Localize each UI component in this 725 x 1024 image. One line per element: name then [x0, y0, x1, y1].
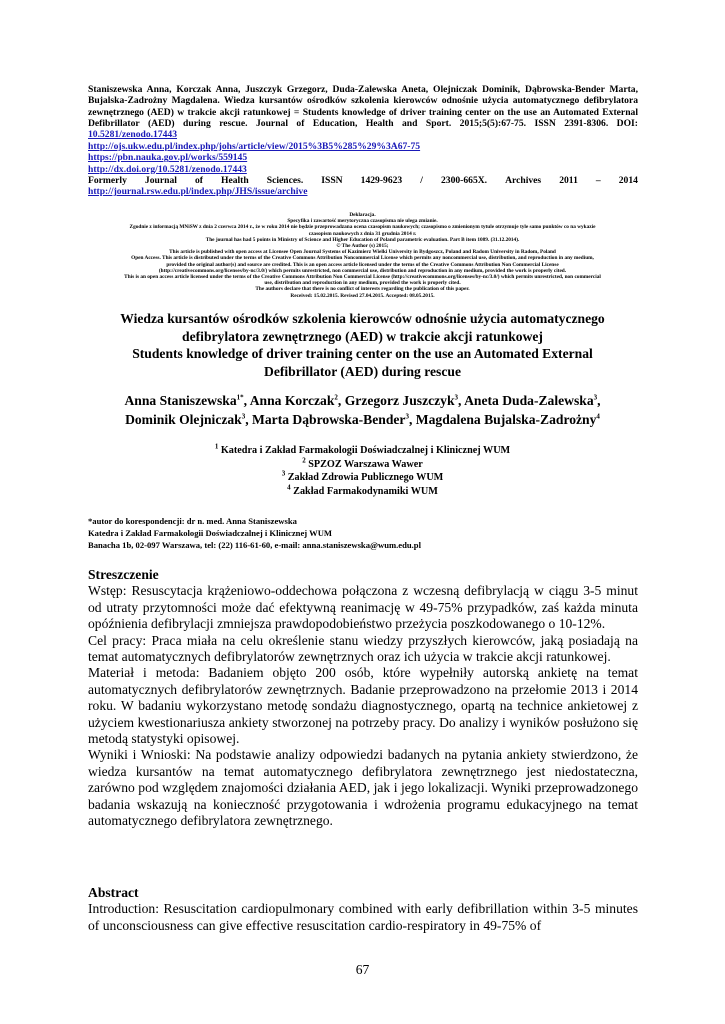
author-name: Anna Staniszewska	[124, 393, 237, 408]
formerly-word: /	[420, 174, 423, 186]
authors-line	[90, 411, 635, 430]
formerly-word: of	[194, 174, 203, 186]
streszczenie-paragraph: Cel pracy: Praca miała na celu określenie stanu wiedzy przyszłych kierowców, jaką posiadają na temat automatycznych defibrylatorów zewnętrznych oraz ich użycia w trakcie akcji ratunkowej.	[88, 632, 638, 665]
authors-block	[90, 392, 635, 429]
affiliation	[150, 471, 575, 485]
correspondence-block	[88, 516, 588, 551]
links-block	[88, 141, 638, 197]
streszczenie-paragraph: Wyniki i Wnioski: Na podstawie analizy odpowiedzi badanych na pytania ankiety stwierdzono, że wiedza kursantów na temat automatycznego defibrylatora zewnętrznego jest niedostateczna, zarówno pod względem znajomości działania AED, jak i jego lokalizacji. Wyniki przeprowadzonego badania wskazują na konieczność przygotowania i wdrożenia programu edukacyjnego na temat automatycznego defibrylatora zewnętrznego.	[88, 747, 638, 829]
author-affil-sup: 3	[454, 393, 459, 402]
affiliation-num: 3	[281, 469, 286, 478]
title-line: Defibrillator (AED) during rescue	[264, 363, 461, 379]
formerly-word: Formerly	[88, 174, 127, 186]
author-sep: ,	[458, 393, 465, 408]
formerly-word: Archives	[505, 174, 542, 186]
declaration-line: This is an open access article licensed under the terms of the Creative Commons Attribution Non Commercial License (http://creativecommons.org/licenses/by-nc/3.0/) which permits unrestricted, non commercial	[124, 274, 601, 281]
declaration-line: czasopism naukowych z dnia 31 grudnia 2014 r.	[308, 230, 417, 237]
declaration-line: The authors declare that there is no conflict of interests regarding the publication of this paper.	[255, 286, 470, 293]
formerly-word: 2300-665X.	[440, 174, 488, 186]
citation-block	[88, 84, 638, 140]
streszczenie-heading: Streszczenie	[88, 567, 159, 582]
author-name: Aneta Duda-Zalewska	[464, 393, 594, 408]
author-affil-sup: 3	[241, 411, 246, 420]
correspondence-line: *autor do korespondencji: dr n. med. Anna Staniszewska	[88, 516, 297, 526]
author-name: Magdalena Bujalska-Zadrożny	[415, 411, 597, 427]
declaration-line: (http://creativecommons.org/licenses/by-nc/3.0/) which permits unrestricted, non commercial use, distribution and reproduction in any medium, provided the work is properly cited.	[158, 267, 567, 274]
declaration-line: provided the original author(s) and source are credited. This is an open access article licensed under the terms of the Creative Commons Attribution Non Commercial License	[166, 261, 559, 268]
declaration-line: use, distribution and reproduction in any medium, provided the work is properly cited.	[264, 280, 461, 287]
formerly-word: Sciences.	[266, 174, 304, 186]
affiliations-block	[150, 444, 575, 498]
formerly-word: –	[595, 174, 601, 186]
declaration-line: Deklaracja.	[349, 212, 376, 218]
page-number: 67	[355, 962, 370, 977]
affiliation-text: Zakład Farmakodynamiki WUM	[293, 485, 438, 497]
affiliation	[150, 485, 575, 499]
doi-link[interactable]: 10.5281/zenodo.17443	[88, 129, 178, 141]
formerly-word: 2014	[618, 174, 638, 186]
correspondence-line: Banacha 1b, 02-097 Warszawa, tel: (22) 116-61-60, e-mail: anna.staniszewska@wum.edu.pl	[88, 539, 421, 550]
affiliation	[150, 444, 575, 458]
declaration-line: © The Author (s) 2015;	[336, 243, 389, 250]
ojs-article-link[interactable]: http://ojs.ukw.edu.pl/index.php/johs/article/view/2015%3B5%285%29%3A67-75	[88, 141, 421, 152]
declaration-line: This article is published with open access at Licensee Open Journal Systems of Kazimierz Wielki University in Bydgoszcz, Poland and Radom University in Radom, Poland	[169, 249, 556, 256]
abstract-heading: Abstract	[88, 885, 139, 900]
citation-text: Staniszewska Anna, Korczak Anna, Juszczyk Grzegorz, Duda-Zalewska Aneta, Olejniczak Dominik, Dąbrowska-Bender Marta, Bujalska-Zadrożny Magdalena. Wiedza kursantów ośrodków szkolenia kierowców odnośnie użycia automatycznego defibrylatora zewnętrznego (AED) w trakcie akcji ratunkowej = Students knowledge of driver training center on the use an Automated External Defibrillator (AED) during rescue. Journal of Education, Health and Sport. 2015;5(5):67-75. ISSN 2391-8306. DOI:	[88, 84, 638, 129]
pbn-link[interactable]: https://pbn.nauka.gov.pl/works/559145	[88, 152, 248, 164]
affiliation-num: 2	[302, 456, 306, 465]
correspondence-line: Katedra i Zakład Farmakologii Doświadczalnej i Klinicznej WUM	[88, 527, 333, 538]
affiliation	[150, 458, 575, 472]
author-affil-sup: 1*	[236, 393, 244, 402]
declaration-line: Open Access. This article is distributed under the terms of the Creative Commons Attribution Noncommercial License which permits any noncommercial use, distribution, and reproduction in any medium,	[131, 255, 594, 262]
title-line: Students knowledge of driver training center on the use an Automated External	[132, 346, 593, 361]
affiliation-num: 1	[214, 442, 219, 451]
declaration-line: Specyfika i zawartość merytoryczna czasopisma nie ulega zmianie.	[287, 218, 438, 225]
declaration-line: Zgodnie z informacją MNiSW z dnia 2 czerwca 2014 r., że w roku 2014 nie będzie przeprowadzana ocena czasopism naukowych; czasopismo o zmienionym tytule otrzymuje tyle samo punktów co na wykazie	[129, 224, 596, 231]
authors-line: Anna Staniszewska$^{1*}$, Anna Korczak$^2$, Grzegorz Juszczyk$^3$, Aneta Duda-Zalewska$^3$,	[124, 393, 601, 408]
paper-title	[90, 310, 635, 380]
formerly-word: Journal	[144, 174, 177, 186]
declaration-line: Received: 15.02.2015. Revised 27.04.2015. Accepted: 08.05.2015.	[290, 292, 435, 299]
author-sep: ,	[245, 411, 253, 427]
archive-link[interactable]: http://journal.rsw.edu.pl/index.php/JHS/issue/archive	[88, 186, 308, 198]
streszczenie-paragraph: Wstęp: Resuscytacja krążeniowo-oddechowa połączona z wczesną defibrylacją w ciągu 3-5 minut od utraty przytomności może dać efektywną reanimację w 49-75% przypadków, zaś każda minuta opóźnienia defibrylacji zmniejsza prawdopodobieństwo przeżycia poszkodowanego o 10-12%.	[88, 583, 638, 632]
streszczenie-section	[88, 567, 638, 830]
author-affil-sup: 3	[593, 393, 598, 402]
author-affil-sup: 3	[405, 411, 409, 420]
affiliation-text: SPZOZ Warszawa Wawer	[308, 458, 423, 470]
author-name: Marta Dąbrowska-Bender	[252, 411, 406, 427]
affiliation-text: Zakład Zdrowia Publicznego WUM	[287, 472, 444, 484]
author-name: Grzegorz Juszczyk	[344, 393, 455, 408]
title-line: Wiedza kursantów ośrodków szkolenia kierowców odnośnie użycia automatycznego	[120, 311, 605, 326]
author-name: Dominik Olejniczak	[125, 411, 242, 427]
author-sep: ,	[243, 393, 250, 408]
author-affil-sup: 4	[596, 411, 600, 420]
affiliation-num: 4	[287, 483, 291, 492]
author-name: Anna Korczak	[249, 393, 335, 408]
formerly-word: 1429-9623	[360, 174, 403, 186]
formerly-word: 2011	[559, 174, 578, 186]
author-sep: ,	[337, 393, 345, 408]
author-affil-sup: 2	[334, 393, 338, 402]
formerly-word: Health	[220, 174, 249, 186]
declaration-block	[70, 212, 655, 299]
streszczenie-paragraph: Materiał i metoda: Badaniem objęto 200 osób, które wypełniły autorską ankietę na temat automatycznych defibrylatorów zewnętrznych. Badanie przeprowadzono na przełomie 2013 i 2014 roku. W badaniu wykorzystano metodę sondażu diagnostycznego, opartą na technice ankietowej z użyciem kwestionariusza ankiety stworzonej na potrzeby pracy. Do analizy i wyników posłużono się metodą statystyki opisowej.	[88, 665, 638, 747]
title-line: defibrylatora zewnętrznego (AED) w trakcie akcji ratunkowej	[182, 328, 543, 344]
author-sep: ,	[408, 411, 416, 427]
dx-doi-link[interactable]: http://dx.doi.org/10.5281/zenodo.17443	[88, 163, 247, 175]
declaration-line: The journal has had 5 points in Ministry of Science and Higher Education of Poland parametric evaluation. Part B item 1089. (31.12.2014).	[205, 236, 520, 243]
affiliation-text: Katedra i Zakład Farmakologii Doświadczalnej i Klinicznej WUM	[220, 445, 511, 456]
abstract-section	[88, 885, 638, 934]
abstract-paragraph: Introduction: Resuscitation cardiopulmonary combined with early defibrillation within 3-5 minutes of unconsciousness can give effective resuscitation cardio-respiratory in 49-75% of	[88, 901, 638, 933]
formerly-word: ISSN	[321, 174, 343, 186]
formerly-line	[88, 175, 638, 186]
